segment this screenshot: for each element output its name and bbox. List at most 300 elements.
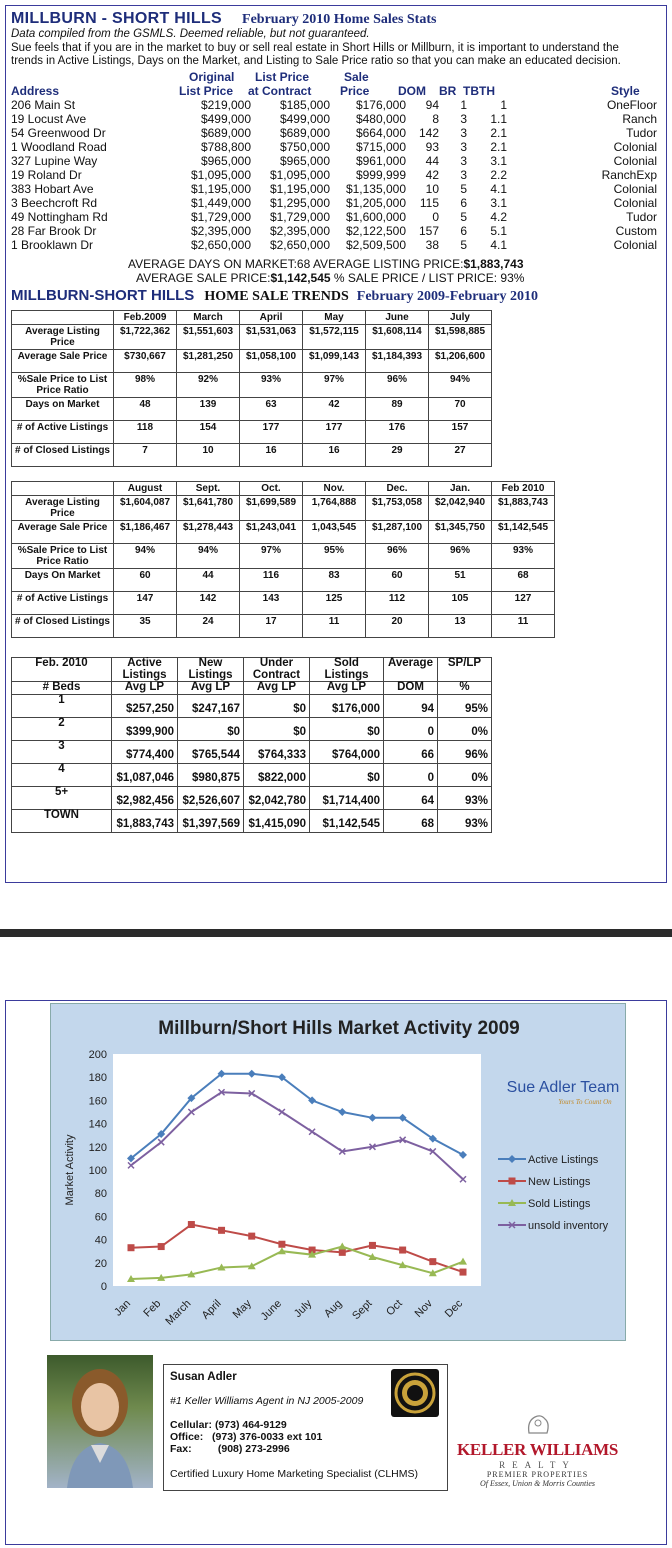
sale-contract-price: $965,000: [279, 154, 330, 168]
page-separator: [0, 929, 672, 937]
chart-svg: [51, 1004, 627, 1342]
beds-cell: $0: [310, 763, 384, 786]
beds-cell: 0: [384, 717, 438, 740]
data-point: [278, 1241, 285, 1248]
data-point: [158, 1243, 165, 1250]
trend-cell: 118: [114, 421, 177, 444]
trend-month-header: Feb.2009: [114, 311, 177, 325]
data-point: [369, 1242, 376, 1249]
sale-price: $2,509,500: [345, 238, 406, 252]
data-point: [429, 1258, 436, 1265]
trend-cell: $1,058,100: [240, 350, 303, 373]
beds-row-label: 1: [12, 694, 112, 717]
sale-bth: 2.2: [490, 168, 507, 182]
trend-cell: 112: [366, 592, 429, 615]
trend-cell: 176: [366, 421, 429, 444]
sale-dom: 0: [432, 210, 439, 224]
stats-page: [5, 5, 667, 883]
trend-row-label: Average Sale Price: [12, 350, 114, 373]
x-tick-label: Aug: [322, 1297, 345, 1320]
sale-contract-price: $750,000: [279, 140, 330, 154]
header-listprice-top: List Price: [255, 70, 310, 84]
avg-dom-label: AVERAGE DAYS ON MARKET:68 AVERAGE LISTING PRICE:: [128, 257, 464, 271]
beds-column-header: Active Listings: [112, 658, 178, 682]
trend-cell: $730,667: [114, 350, 177, 373]
trend-cell: 16: [240, 444, 303, 467]
trend-cell: 97%: [240, 544, 303, 569]
bedroom-table: [11, 657, 492, 833]
trends-subtitle: HOME SALE TRENDS: [204, 289, 349, 304]
beds-column-header: Under Contract: [244, 658, 310, 682]
trend-cell: $1,883,743: [492, 496, 555, 521]
sale-dom: 93: [425, 140, 439, 154]
sale-orig-price: $788,800: [200, 140, 251, 154]
trend-cell: $1,722,362: [114, 325, 177, 350]
trend-cell: 35: [114, 615, 177, 638]
sale-style: Colonial: [613, 154, 657, 168]
sale-br: 5: [460, 210, 467, 224]
beds-cell: $1,142,545: [310, 809, 384, 832]
trend-cell: 89: [366, 398, 429, 421]
trend-row-label: Days on Market: [12, 398, 114, 421]
sale-style: RanchExp: [601, 168, 657, 182]
sale-br: 3: [460, 154, 467, 168]
trend-cell: 17: [240, 615, 303, 638]
header-sale-top: Sale: [344, 70, 369, 84]
trend-month-header: Jan.: [429, 482, 492, 496]
trend-month-header: Nov.: [303, 482, 366, 496]
sale-bth: 3.1: [490, 154, 507, 168]
sale-address: 54 Greenwood Dr: [11, 126, 106, 140]
sale-price: $999,999: [355, 168, 406, 182]
beds-cell: 93%: [438, 786, 492, 809]
beds-cell: $764,333: [244, 740, 310, 763]
trend-cell: 48: [114, 398, 177, 421]
beds-cell: $0: [310, 717, 384, 740]
beds-column-header: Average: [384, 658, 438, 682]
brokerage-emblem-icon: [455, 1413, 620, 1440]
sale-price: $1,600,000: [345, 210, 406, 224]
legend-marker: [509, 1178, 516, 1185]
trend-cell: $1,287,100: [366, 521, 429, 544]
sale-br: 6: [460, 224, 467, 238]
beds-cell: $822,000: [244, 763, 310, 786]
beds-subheader: Avg LP: [178, 682, 244, 695]
sale-dom: 142: [418, 126, 439, 140]
beds-cell: $2,982,456: [112, 786, 178, 809]
sale-orig-price: $499,000: [200, 112, 251, 126]
trend-month-header: Feb 2010: [492, 482, 555, 496]
trend-cell: 147: [114, 592, 177, 615]
trend-cell: $1,572,115: [303, 325, 366, 350]
x-tick-label: Sept: [350, 1297, 375, 1323]
sale-row: [9, 182, 661, 196]
beds-cell: $765,544: [178, 740, 244, 763]
sale-bth: 1: [500, 98, 507, 112]
sale-style: OneFloor: [606, 98, 657, 112]
trend-cell: 177: [303, 421, 366, 444]
trend-cell: 127: [492, 592, 555, 615]
sale-dom: 94: [425, 98, 439, 112]
fax-label: Fax:: [170, 1443, 192, 1455]
trend-cell: $1,345,750: [429, 521, 492, 544]
beds-cell: $774,400: [112, 740, 178, 763]
brand-tagline: Yours To Count On: [558, 1098, 612, 1106]
trend-row-label: Days On Market: [12, 569, 114, 592]
sale-bth: 4.1: [490, 182, 507, 196]
beds-cell: 0%: [438, 717, 492, 740]
trend-cell: 27: [429, 444, 492, 467]
trend-month-header: July: [429, 311, 492, 325]
trend-cell: 13: [429, 615, 492, 638]
beds-column-header: SP/LP: [438, 658, 492, 682]
beds-cell: $247,167: [178, 694, 244, 717]
sale-contract-price: $185,000: [279, 98, 330, 112]
trend-cell: $1,281,250: [177, 350, 240, 373]
trend-month-header: March: [177, 311, 240, 325]
beds-cell: $176,000: [310, 694, 384, 717]
sale-style: Colonial: [613, 196, 657, 210]
trend-cell: 63: [240, 398, 303, 421]
beds-cell: $0: [244, 694, 310, 717]
sale-dom: 115: [419, 196, 439, 210]
beds-cell: $0: [178, 717, 244, 740]
trend-cell: 16: [303, 444, 366, 467]
sale-contract-price: $1,295,000: [269, 196, 330, 210]
header-at-contract: at Contract: [248, 84, 312, 98]
trend-cell: 95%: [303, 544, 366, 569]
trend-cell: $1,699,589: [240, 496, 303, 521]
trend-cell: 60: [114, 569, 177, 592]
trend-cell: 98%: [114, 373, 177, 398]
trend-cell: $1,142,545: [492, 521, 555, 544]
sale-price: $664,000: [355, 126, 406, 140]
chart-title: Millburn/Short Hills Market Activity 2009: [158, 1018, 520, 1039]
trend-cell: $1,598,885: [429, 325, 492, 350]
cellular-number[interactable]: (973) 464-9129: [214, 1419, 287, 1431]
sale-style: Tudor: [626, 210, 657, 224]
header-address: Address: [11, 84, 60, 98]
trends-header: [11, 287, 538, 305]
disclaimer: Data compiled from the GSMLS. Deemed reliable, but not guaranteed.: [11, 28, 370, 40]
trend-month-header: August: [114, 482, 177, 496]
sale-price: $2,122,500: [345, 224, 406, 238]
y-tick-label: 0: [100, 1281, 107, 1293]
intro-line-2: trends in Active Listings, Days on the Market, and Listing to Sale Price ratio so that you can make an educated decision.: [11, 55, 621, 67]
x-tick-label: March: [163, 1297, 194, 1328]
trend-cell: 94%: [114, 544, 177, 569]
beds-subheader: DOM: [384, 682, 438, 695]
beds-subheader: # Beds: [12, 682, 112, 695]
sale-address: 19 Roland Dr: [11, 168, 82, 182]
fax-number: (908) 273-2996: [217, 1443, 290, 1455]
beds-row-label: 5+: [12, 786, 112, 809]
beds-subheader: %: [438, 682, 492, 695]
trend-cell: 142: [177, 592, 240, 615]
trend-cell: $1,531,063: [240, 325, 303, 350]
trend-cell: $2,042,940: [429, 496, 492, 521]
sale-contract-price: $1,729,000: [269, 210, 330, 224]
trend-cell: 93%: [492, 544, 555, 569]
office-label: Office:: [170, 1431, 204, 1443]
trend-row-label: %Sale Price to List Price Ratio: [12, 373, 114, 398]
legend-label: Sold Listings: [528, 1198, 591, 1210]
brokerage-premier: PREMIER PROPERTIES: [486, 1470, 589, 1479]
legend-label: unsold inventory: [528, 1220, 609, 1232]
agent-phones: [170, 1419, 322, 1455]
beds-cell: 94: [384, 694, 438, 717]
sale-bth: 3.1: [490, 196, 507, 210]
y-tick-label: 180: [88, 1072, 107, 1085]
trend-row-label: # of Closed Listings: [12, 615, 114, 638]
sale-price: $1,205,000: [345, 196, 406, 210]
avg-sale-label: AVERAGE SALE PRICE:: [136, 271, 271, 285]
sales-header: [9, 84, 661, 98]
sale-orig-price: $1,449,000: [190, 196, 251, 210]
trend-cell: 94%: [177, 544, 240, 569]
beds-cell: $0: [244, 717, 310, 740]
sale-contract-price: $2,395,000: [269, 224, 330, 238]
trend-cell: 92%: [177, 373, 240, 398]
beds-cell: $980,875: [178, 763, 244, 786]
y-tick-label: 80: [94, 1188, 107, 1201]
trend-cell: 1,764,888: [303, 496, 366, 521]
market-activity-chart: [50, 1003, 626, 1341]
sale-row: [9, 126, 661, 140]
trend-cell: $1,206,600: [429, 350, 492, 373]
beds-cell: 66: [384, 740, 438, 763]
agent-card: [163, 1364, 448, 1491]
sale-orig-price: $1,729,000: [190, 210, 251, 224]
x-tick-label: Nov: [412, 1297, 435, 1320]
brokerage-realty: REALTY: [499, 1460, 576, 1470]
trend-cell: 10: [177, 444, 240, 467]
x-tick-label: Dec: [442, 1297, 466, 1320]
sale-contract-price: $2,650,000: [269, 238, 330, 252]
trend-row-label: Average Listing Price: [12, 325, 114, 350]
data-point: [399, 1247, 406, 1254]
header-list-price: List Price: [179, 84, 234, 98]
beds-cell: $257,250: [112, 694, 178, 717]
trends-table-2: [11, 481, 555, 638]
trend-cell: 97%: [303, 373, 366, 398]
sales-header-top: [9, 70, 661, 84]
agent-name: Susan Adler: [170, 1371, 237, 1383]
sale-dom: 157: [418, 224, 439, 238]
y-tick-label: 60: [94, 1211, 107, 1224]
trend-cell: $1,186,467: [114, 521, 177, 544]
sale-br: 3: [460, 140, 467, 154]
trend-cell: 44: [177, 569, 240, 592]
office-row: [170, 1431, 322, 1443]
sale-price: $176,000: [355, 98, 406, 112]
trend-row-label: # of Active Listings: [12, 421, 114, 444]
beds-cell: $1,883,743: [112, 809, 178, 832]
y-tick-label: 40: [94, 1234, 107, 1247]
trend-cell: 83: [303, 569, 366, 592]
trend-row-label: # of Closed Listings: [12, 444, 114, 467]
beds-column-header: Sold Listings: [310, 658, 384, 682]
data-point: [128, 1244, 135, 1251]
beds-column-header: New Listings: [178, 658, 244, 682]
sale-bth: 2.1: [490, 126, 507, 140]
legend-label: New Listings: [528, 1176, 591, 1188]
beds-cell: $1,087,046: [112, 763, 178, 786]
trend-cell: 157: [429, 421, 492, 444]
sale-orig-price: $2,395,000: [190, 224, 251, 238]
beds-subheader: Avg LP: [244, 682, 310, 695]
sale-orig-price: $965,000: [200, 154, 251, 168]
sale-address: 383 Hobart Ave: [11, 182, 94, 196]
sale-br: 3: [460, 168, 467, 182]
x-tick-label: May: [230, 1297, 254, 1321]
sale-address: 28 Far Brook Dr: [11, 224, 97, 238]
trend-month-header: April: [240, 311, 303, 325]
sale-style: Ranch: [622, 112, 657, 126]
beds-cell: $399,900: [112, 717, 178, 740]
sale-price: $715,000: [355, 140, 406, 154]
sale-address: 327 Lupine Way: [11, 154, 98, 168]
beds-cell: 93%: [438, 809, 492, 832]
avg-sale-value: $1,142,545: [270, 271, 331, 285]
beds-cell: $2,526,607: [178, 786, 244, 809]
trend-corner: [12, 482, 114, 496]
sale-dom: 10: [425, 182, 439, 196]
header-original: Original: [189, 70, 235, 84]
beds-cell: $764,000: [310, 740, 384, 763]
trend-cell: 93%: [240, 373, 303, 398]
trend-cell: $1,184,393: [366, 350, 429, 373]
y-tick-label: 140: [88, 1118, 107, 1131]
sale-row: [9, 168, 661, 182]
sale-bth: 4.2: [490, 210, 507, 224]
x-tick-label: June: [258, 1297, 285, 1323]
fax-row: [170, 1443, 322, 1455]
sale-contract-price: $689,000: [279, 126, 330, 140]
trend-cell: 68: [492, 569, 555, 592]
sale-price: $1,135,000: [345, 182, 406, 196]
header-tbth: TBTH: [463, 84, 495, 98]
trend-cell: 94%: [429, 373, 492, 398]
brokerage-logo: [455, 1413, 620, 1493]
trend-cell: 96%: [429, 544, 492, 569]
sale-br: 3: [460, 112, 467, 126]
cellular-row: [170, 1419, 322, 1431]
trend-cell: 177: [240, 421, 303, 444]
sale-br: 5: [460, 238, 467, 252]
trend-cell: 29: [366, 444, 429, 467]
brokerage-name: KELLER WILLIAMS: [457, 1440, 618, 1459]
sale-bth: 4.1: [490, 238, 507, 252]
report-title: MILLBURN - SHORT HILLS: [11, 10, 223, 27]
header-style: Style: [611, 84, 640, 98]
sale-row: [9, 112, 661, 126]
x-tick-label: April: [199, 1297, 224, 1322]
sale-row: [9, 210, 661, 224]
sale-orig-price: $689,000: [200, 126, 251, 140]
sale-address: 49 Nottingham Rd: [11, 210, 108, 224]
avg-line-2: [136, 271, 524, 285]
trends-period: February 2009-February 2010: [356, 289, 538, 304]
beds-cell: $1,397,569: [178, 809, 244, 832]
trend-month-header: May: [303, 311, 366, 325]
trend-cell: 1,043,545: [303, 521, 366, 544]
trend-month-header: Oct.: [240, 482, 303, 496]
brand-logo: Sue Adler Team: [506, 1079, 620, 1096]
beds-subheader: Avg LP: [112, 682, 178, 695]
trend-cell: 60: [366, 569, 429, 592]
header-br: BR: [439, 84, 457, 98]
sale-address: 3 Beechcroft Rd: [11, 196, 98, 210]
sale-style: Colonial: [613, 140, 657, 154]
sale-address: 1 Brooklawn Dr: [11, 238, 94, 252]
sale-orig-price: $219,000: [200, 98, 251, 112]
trend-cell: 70: [429, 398, 492, 421]
trend-cell: 96%: [366, 544, 429, 569]
sales-list: [9, 70, 661, 252]
y-tick-label: 160: [88, 1095, 107, 1108]
y-axis-label: Market Activity: [64, 1134, 76, 1206]
sale-row: [9, 196, 661, 210]
trend-cell: 105: [429, 592, 492, 615]
cellular-label: Cellular:: [170, 1419, 213, 1431]
report-header: [11, 10, 436, 28]
trend-row-label: # of Active Listings: [12, 592, 114, 615]
beds-row-label: TOWN: [12, 809, 112, 832]
beds-cell: $2,042,780: [244, 786, 310, 809]
award-seal-icon: [391, 1369, 439, 1417]
trend-cell: $1,243,041: [240, 521, 303, 544]
sale-contract-price: $1,095,000: [269, 168, 330, 182]
sale-dom: 8: [432, 112, 439, 126]
beds-cell: $1,415,090: [244, 809, 310, 832]
trend-cell: $1,278,443: [177, 521, 240, 544]
beds-subheader: Avg LP: [310, 682, 384, 695]
avg-listing-value: $1,883,743: [463, 257, 524, 271]
intro-text: [11, 42, 666, 68]
x-tick-label: Jan: [112, 1297, 134, 1319]
data-point: [339, 1249, 346, 1256]
trend-cell: 96%: [366, 373, 429, 398]
ratio-label: % SALE PRICE / LIST PRICE: 93%: [330, 271, 525, 285]
beds-cell: 0%: [438, 763, 492, 786]
beds-corner: Feb. 2010: [12, 658, 112, 682]
trend-cell: 11: [492, 615, 555, 638]
trend-cell: 24: [177, 615, 240, 638]
sale-style: Tudor: [626, 126, 657, 140]
trend-cell: 139: [177, 398, 240, 421]
trend-cell: $1,099,143: [303, 350, 366, 373]
trend-row-label: Average Sale Price: [12, 521, 114, 544]
beds-row-label: 3: [12, 740, 112, 763]
beds-cell: 96%: [438, 740, 492, 763]
sale-style: Colonial: [613, 182, 657, 196]
office-number[interactable]: (973) 376-0033 ext 101: [212, 1431, 323, 1443]
sale-br: 3: [460, 126, 467, 140]
sale-orig-price: $2,650,000: [190, 238, 251, 252]
sale-style: Colonial: [613, 238, 657, 252]
trend-month-header: Dec.: [366, 482, 429, 496]
sale-address: 1 Woodland Road: [11, 140, 107, 154]
trend-cell: 116: [240, 569, 303, 592]
agent-tagline: #1 Keller Williams Agent in NJ 2005-2009: [170, 1395, 364, 1407]
agent-certification: Certified Luxury Home Marketing Specialist (CLHMS): [170, 1468, 418, 1480]
trend-month-header: Sept.: [177, 482, 240, 496]
trend-cell: 11: [303, 615, 366, 638]
legend-label: Active Listings: [528, 1154, 599, 1166]
trend-cell: 154: [177, 421, 240, 444]
y-tick-label: 20: [94, 1257, 107, 1270]
